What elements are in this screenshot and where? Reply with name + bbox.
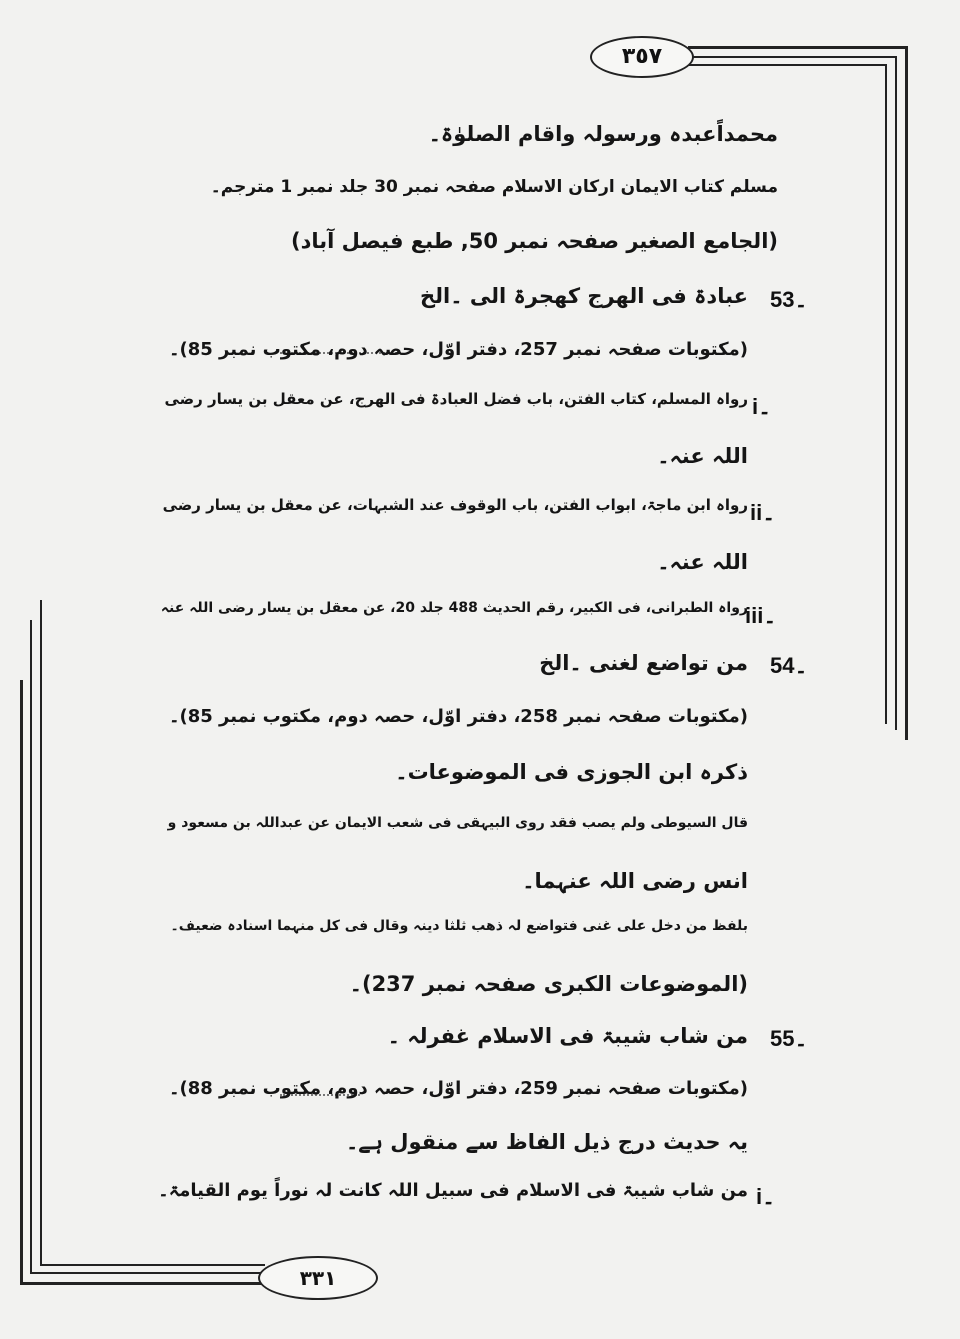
- text-line-4: عبادۃ فی الھرج کھجرۃ الی ۔الخ: [419, 284, 748, 308]
- frame-left-line-1: [20, 680, 23, 1284]
- sub-marker-iii: iii۔: [745, 603, 777, 628]
- text-line-21: من شاب شیبۃ فی الاسلام فی سبیل اللہ کانت لہ نوراً یوم القیامۃ۔: [158, 1180, 748, 1201]
- text-line-12: (مکتوبات صفحہ نمبر 258، دفتر اوّل، حصہ دوم، مکتوب نمبر 85)۔: [168, 706, 748, 727]
- text-line-2: مسلم کتاب الایمان ارکان الاسلام صفحہ نمبر 30 جلد نمبر 1 مترجم۔: [210, 177, 778, 197]
- text-line-15: انس رضی اللہ عنہما۔: [522, 869, 748, 893]
- text-line-18: من شاب شیبۃ فی الاسلام غفرلہ ۔: [387, 1024, 748, 1048]
- text-line-10: رواہ الطبرانی، فی الکبیر، رقم الحدیث 488 جلد 20، عن معقل بن یسار رضی اللہ عنہ: [160, 600, 748, 616]
- frame-right-line-3: [885, 64, 887, 724]
- frame-bottom-line-3: [40, 1264, 265, 1266]
- text-line-3: (الجامع الصغیر صفحہ نمبر 50, طبع فیصل آباد): [291, 229, 778, 253]
- page-number-bottom: [258, 1256, 378, 1300]
- frame-top-line-1: [688, 46, 906, 49]
- text-line-16: بلفظ من دخل علی غنی فتواضع لہ ذھب ثلثا دینہ وقال فی کل منہما اسنادہ ضعیف۔: [170, 918, 748, 934]
- text-line-8: رواہ ابن ماجۃ، ابواب الفتن، باب الوقوف عند الشبہات، عن معقل بن یسار رضی: [162, 496, 748, 514]
- page-number-bottom-text: ٣٣١: [299, 1266, 337, 1290]
- text-line-14: قال السیوطی ولم یصب فقد روی البیہقی فی شعب الایمان عن عبداللہ بن مسعود و: [167, 815, 748, 831]
- frame-right-line-2: [895, 56, 897, 730]
- sub-marker-ii: ii۔: [750, 500, 776, 525]
- text-line-20: یہ حدیث درج ذیل الفاظ سے منقول ہے۔: [346, 1130, 748, 1154]
- sub-marker-i-2: i۔: [756, 1184, 776, 1209]
- frame-top-line-3: [688, 64, 886, 66]
- frame-bottom-line-2: [30, 1272, 265, 1274]
- text-line-7: اللہ عنہ۔: [657, 444, 748, 468]
- item-number-55: 55۔: [770, 1026, 808, 1051]
- frame-bottom-line-1: [20, 1282, 265, 1285]
- item-number-53: 53۔: [770, 287, 808, 312]
- text-line-6: رواہ المسلم، کتاب الفتن، باب فضل العبادۃ فی الھرج، عن معقل بن یسار رضی: [164, 390, 748, 408]
- frame-left-line-2: [30, 620, 32, 1274]
- text-line-9: اللہ عنہ۔: [657, 550, 748, 574]
- page-number-top-text: ٣٥٧: [621, 44, 663, 69]
- text-line-13: ذکرہ ابن الجوزی فی الموضوعات۔: [395, 760, 748, 784]
- frame-left-line-3: [40, 600, 42, 1266]
- text-line-5: (مکتوبات صفحہ نمبر 257، دفتر اوّل، حصہ دوم، مکتوب نمبر 85)۔: [168, 339, 748, 360]
- frame-top-line-2: [688, 56, 896, 58]
- text-line-1: محمداًعبدہ ورسولہ واقام الصلوٰۃ۔: [428, 122, 778, 146]
- item-number-54: 54۔: [770, 653, 808, 678]
- page-number-top: [590, 36, 694, 78]
- frame-right-line-1: [905, 46, 908, 740]
- sub-marker-i: i۔: [752, 394, 772, 419]
- text-line-19: (مکتوبات صفحہ نمبر 259، دفتر اوّل، حصہ دوم، مکتوب نمبر 88)۔: [168, 1078, 748, 1099]
- text-line-11: من تواضع لغنی ۔الخ: [539, 651, 748, 675]
- text-line-17: (الموضوعات الکبری صفحہ نمبر 237)۔: [349, 972, 748, 996]
